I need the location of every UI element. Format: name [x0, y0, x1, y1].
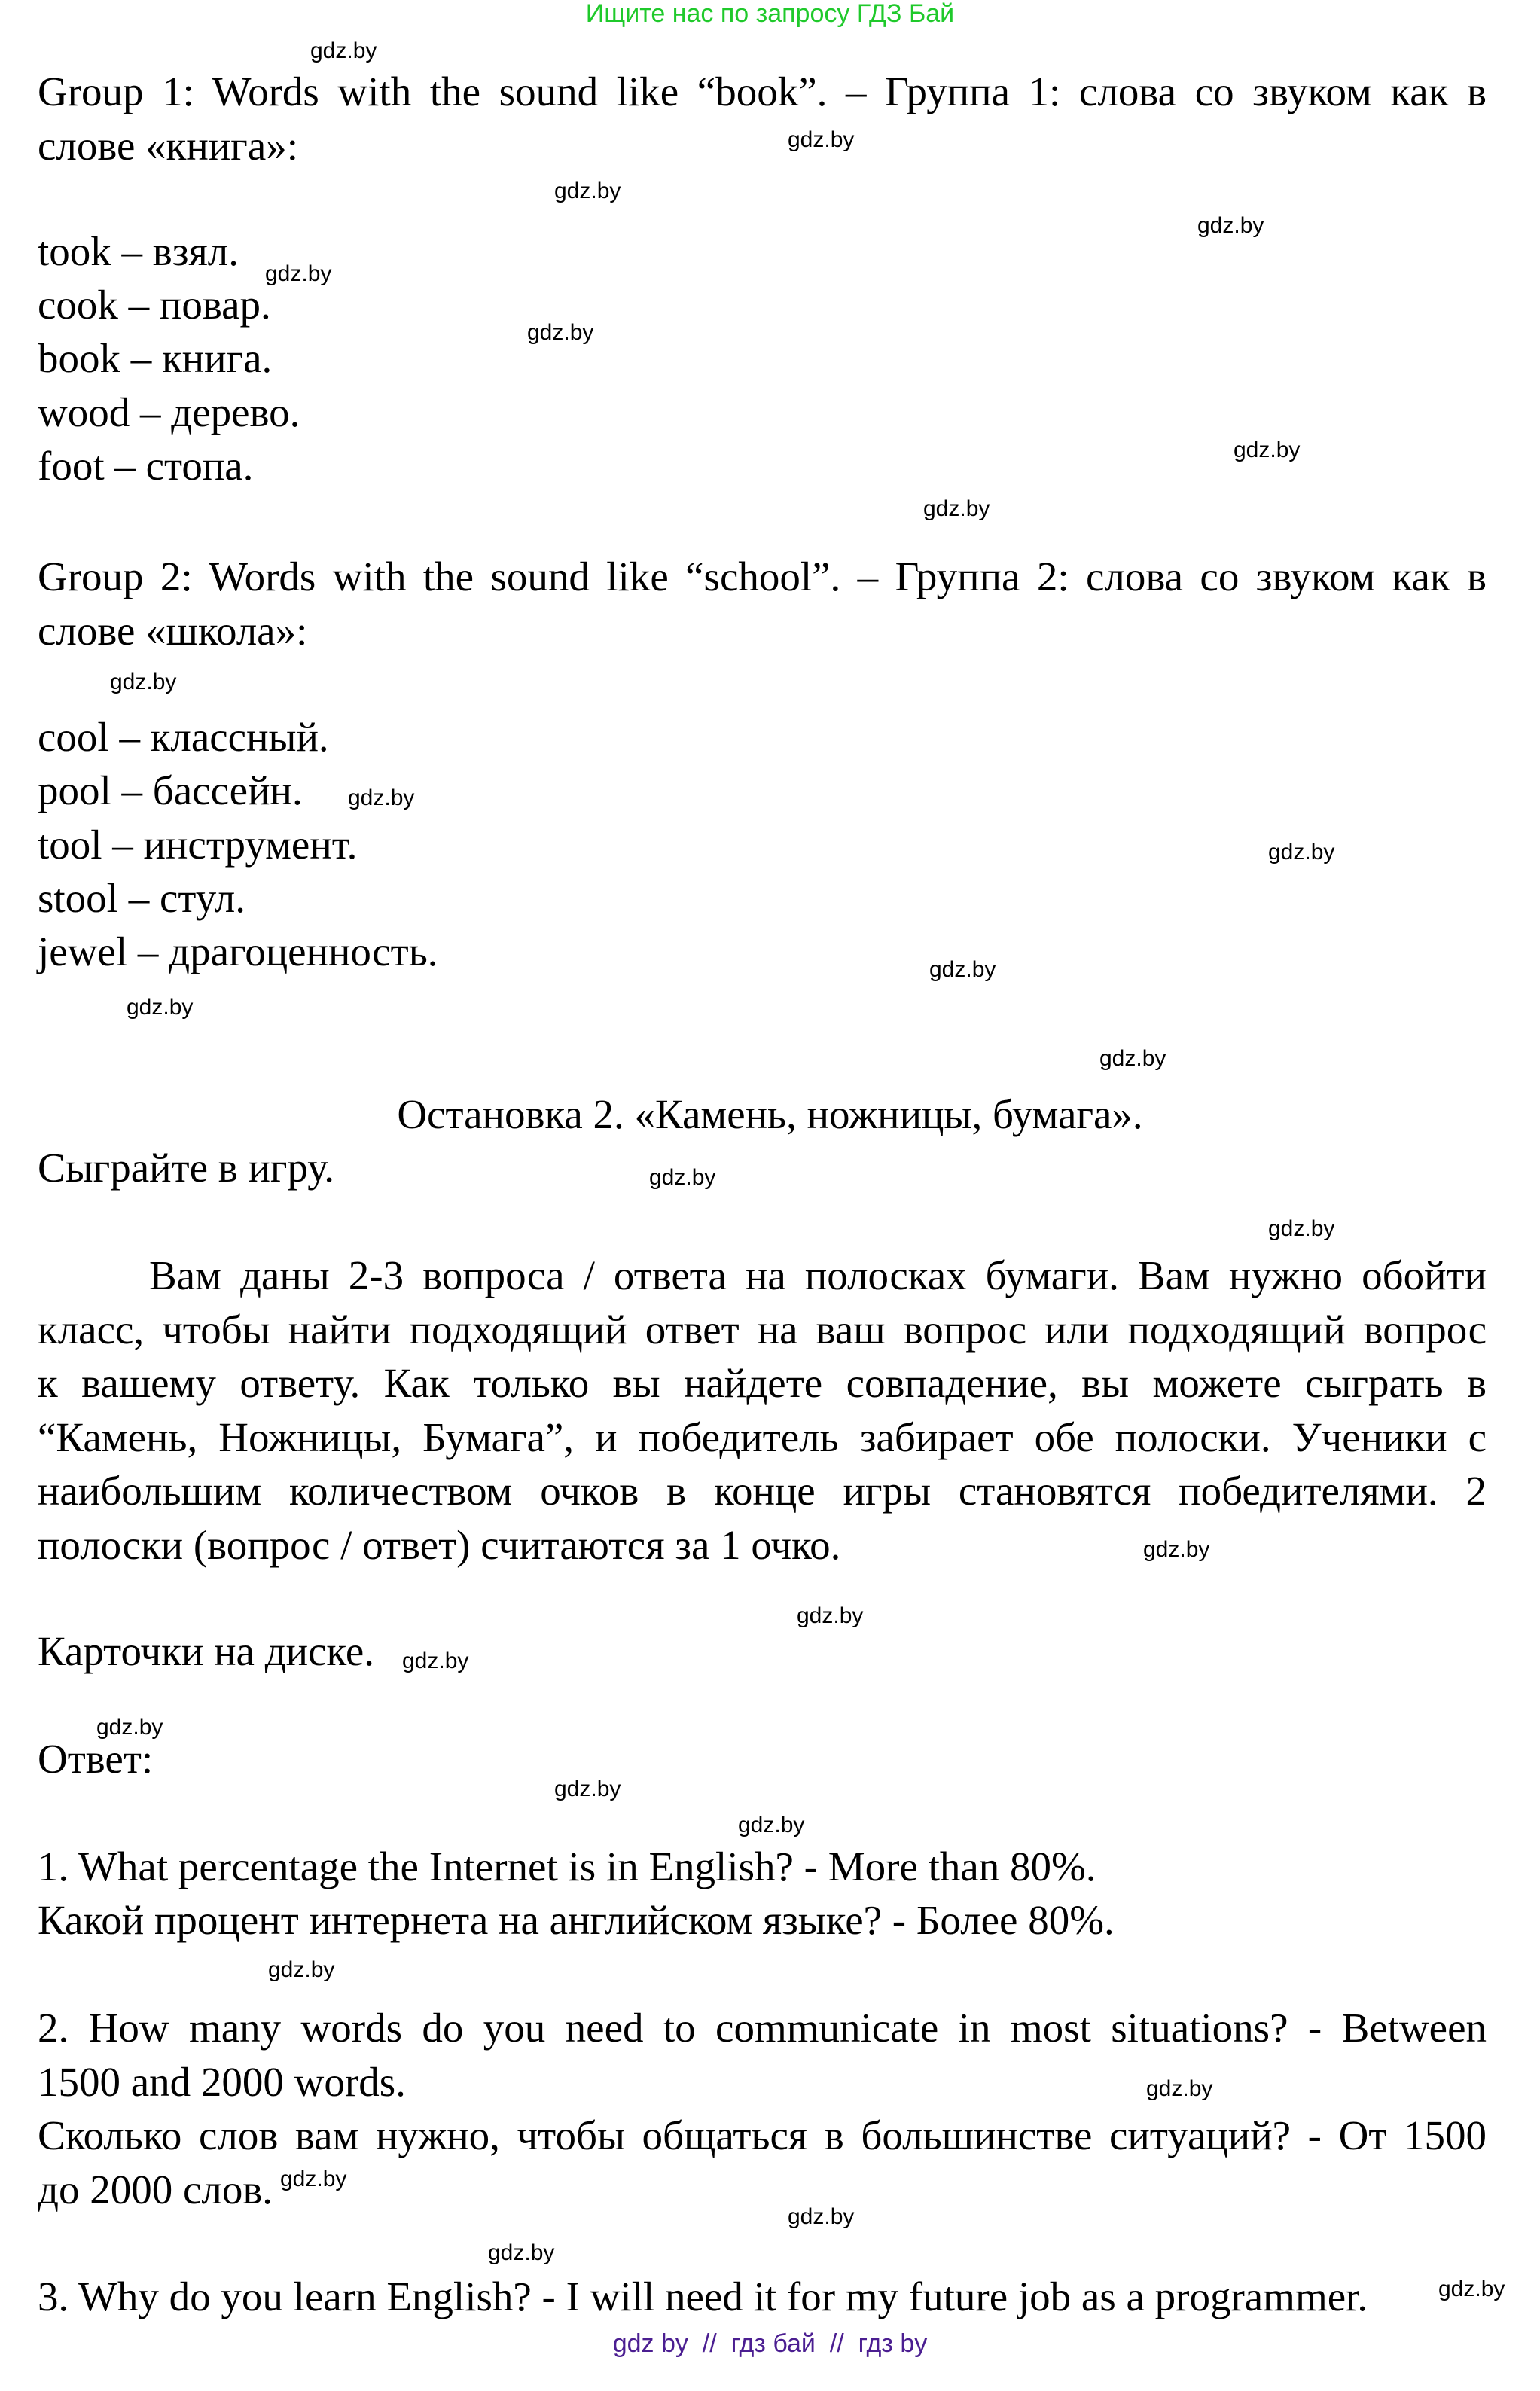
group2-word: tool – инструмент.: [38, 822, 358, 868]
answer-1-en: 1. What percentage the Internet is in English? - More than 80%.: [38, 1844, 1096, 1889]
answer-label: Ответ:: [38, 1736, 154, 1782]
group2-heading-line1: Group 2: Words with the sound like “school”. – Группа 2: слова со звуком как в: [38, 554, 1487, 599]
group1-word: foot – стопа.: [38, 443, 254, 489]
watermark: gdz.by: [268, 1957, 335, 1982]
watermark: gdz.by: [1268, 840, 1335, 865]
watermark: gdz.by: [127, 995, 194, 1020]
paragraph-line: Вам даны 2-3 вопроса / ответа на полосках бумаги. Вам нужно обойти: [149, 1252, 1487, 1298]
instruction-text: Сыграйте в игру.: [38, 1145, 334, 1191]
group1-word: wood – дерево.: [38, 389, 300, 435]
section-title: Остановка 2. «Камень, ножницы, бумага».: [397, 1091, 1143, 1137]
group2-heading: [38, 550, 1487, 657]
footer-banner: gdz by // гдз бай // гдз by: [612, 2329, 928, 2358]
watermark: gdz.by: [96, 1715, 163, 1740]
answer-2: [38, 2001, 1487, 2216]
group1-word: cook – повар.: [38, 282, 271, 328]
watermark: gdz.by: [1197, 213, 1264, 238]
watermark: gdz.by: [554, 1776, 621, 1801]
watermark: gdz.by: [738, 1813, 805, 1837]
watermark: gdz.by: [1146, 2076, 1213, 2101]
group1-heading-line1: Group 1: Words with the sound like “book”. – Группа 1: слова со звуком как в: [38, 69, 1487, 114]
watermark: gdz.by: [1143, 1537, 1210, 1562]
cards-note: Карточки на диске.: [38, 1628, 375, 1674]
watermark: gdz.by: [788, 2204, 855, 2229]
watermark: gdz.by: [310, 38, 377, 63]
answer-2-en-line1: 2. How many words do you need to communicate in most situations? - Between: [38, 2005, 1487, 2051]
watermark: gdz.by: [280, 2167, 347, 2191]
group2-word: cool – классный.: [38, 714, 329, 760]
answer-2-en-line2: 1500 and 2000 words.: [38, 2058, 406, 2105]
watermark: gdz.by: [348, 785, 415, 810]
group2-word: jewel – драгоценность.: [38, 929, 438, 974]
paragraph-line: класс, чтобы найти подходящий ответ на ваш вопрос или подходящий вопрос: [38, 1306, 1487, 1353]
group2-heading-line2: слове «школа»:: [38, 607, 308, 654]
watermark: gdz.by: [1438, 2277, 1505, 2301]
header-banner: Ищите нас по запросу ГДЗ Бай: [585, 0, 955, 28]
watermark: gdz.by: [488, 2240, 555, 2265]
group1-heading: [38, 65, 1487, 172]
answer-1-ru: Какой процент интернета на английском языке? - Более 80%.: [38, 1897, 1115, 1943]
paragraph-line: “Камень, Ножницы, Бумага”, и победитель забирает обе полоски. Ученики с: [38, 1414, 1487, 1460]
watermark: gdz.by: [1234, 438, 1301, 462]
answer-2-ru-line1: Сколько слов вам нужно, чтобы общаться в большинстве ситуаций? - От 1500: [38, 2112, 1487, 2158]
paragraph-line: полоски (вопрос / ответ) считаются за 1 очко.: [38, 1521, 841, 1568]
watermark: gdz.by: [265, 261, 332, 286]
paragraph-line: к вашему ответу. Как только вы найдете совпадение, вы можете сыграть в: [38, 1360, 1487, 1406]
group1-heading-line2: слове «книга»:: [38, 122, 299, 169]
group2-word: pool – бассейн.: [38, 767, 303, 813]
watermark: gdz.by: [1099, 1046, 1166, 1071]
watermark: gdz.by: [788, 127, 855, 152]
game-description: [38, 1249, 1487, 1572]
group1-word: took – взял.: [38, 228, 239, 274]
watermark: gdz.by: [929, 957, 996, 982]
watermark: gdz.by: [402, 1648, 469, 1673]
watermark: gdz.by: [527, 320, 594, 345]
watermark: gdz.by: [797, 1603, 864, 1628]
watermark: gdz.by: [649, 1165, 716, 1190]
watermark: gdz.by: [923, 496, 990, 521]
watermark: gdz.by: [554, 178, 621, 203]
answer-2-ru-line2: до 2000 слов.: [38, 2166, 273, 2213]
watermark: gdz.by: [110, 669, 177, 694]
answer-3-en: 3. Why do you learn English? - I will need it for my future job as a programmer.: [38, 2274, 1368, 2319]
group2-word: stool – стул.: [38, 875, 245, 921]
group1-word: book – книга.: [38, 335, 273, 381]
watermark: gdz.by: [1268, 1216, 1335, 1241]
paragraph-line: наибольшим количеством очков в конце игры становятся победителями. 2: [38, 1468, 1487, 1514]
